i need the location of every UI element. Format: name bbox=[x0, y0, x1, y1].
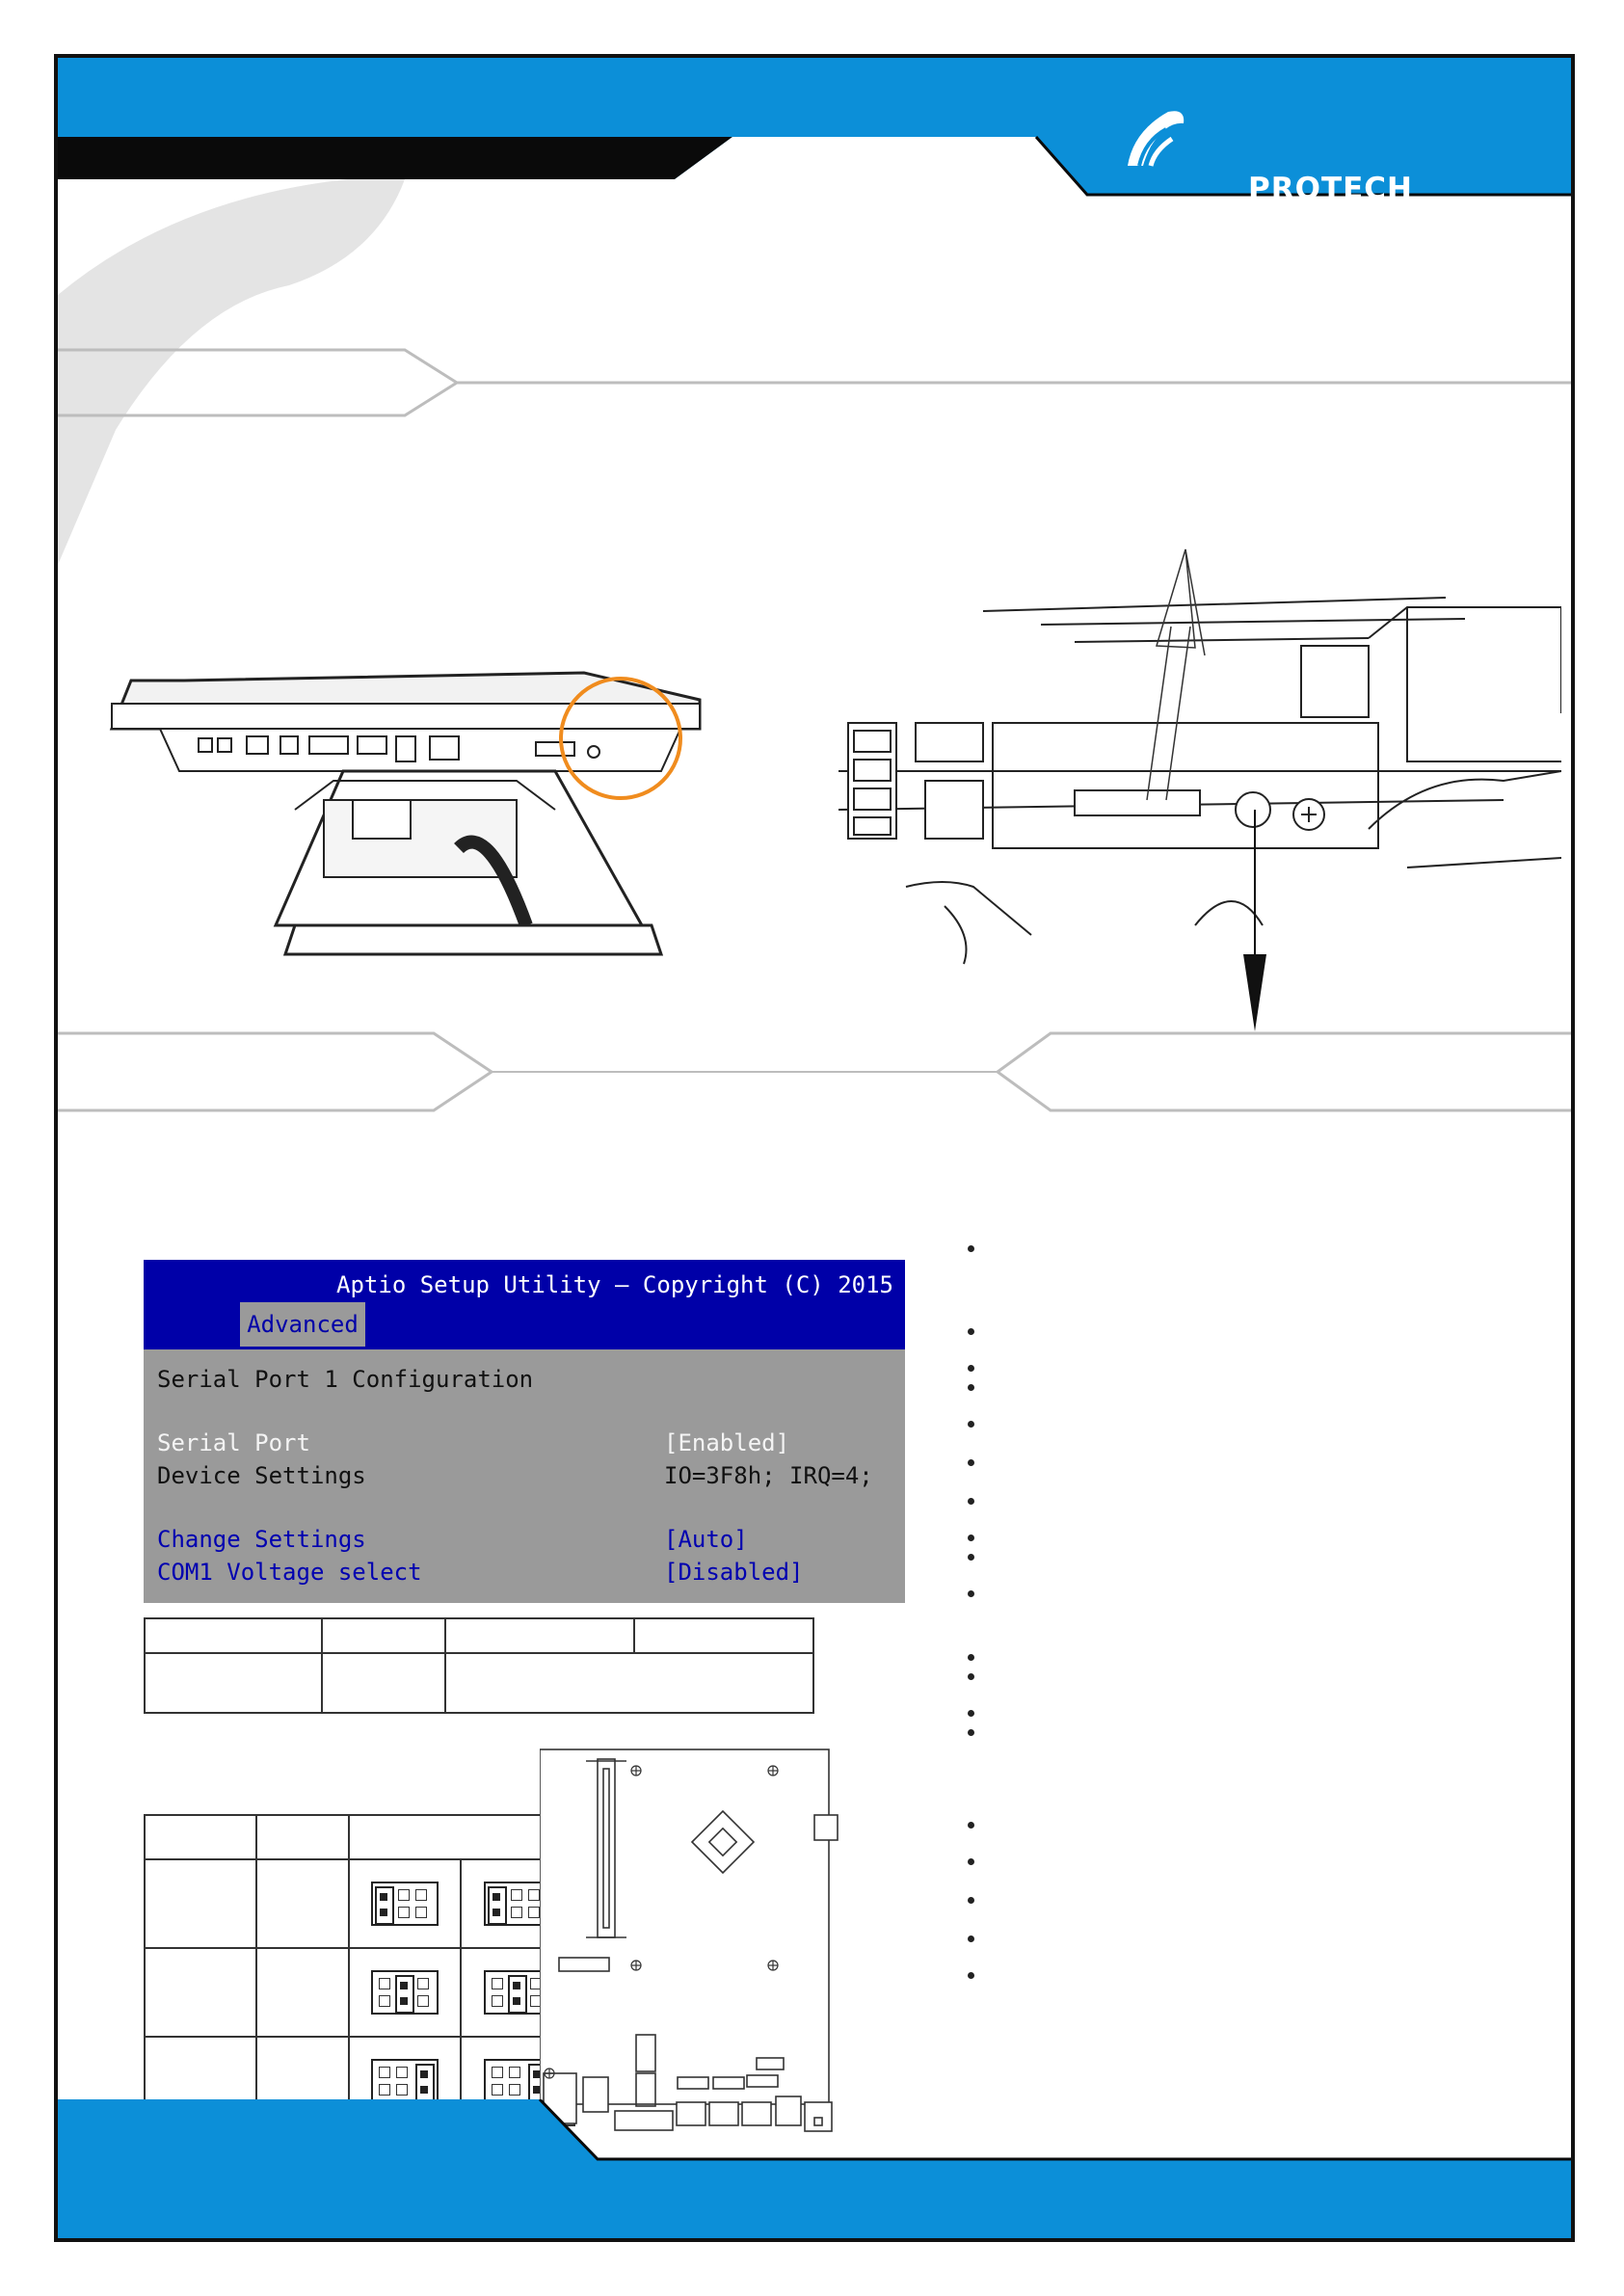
table-row bbox=[145, 1618, 813, 1653]
footer-banner bbox=[58, 2099, 1575, 2242]
bios-value-com1-voltage[interactable]: [Disabled] bbox=[664, 1559, 804, 1586]
bullet-icon bbox=[968, 1384, 974, 1391]
table-cell bbox=[634, 1618, 813, 1653]
brand-tagline: It's the right choice bbox=[1424, 204, 1544, 239]
bullet-icon bbox=[968, 1245, 974, 1252]
table-cell bbox=[145, 1948, 256, 2037]
company-logo-icon bbox=[1118, 102, 1187, 172]
slot-detail-illustration bbox=[829, 482, 1561, 1031]
section-divider-2 bbox=[58, 1022, 1575, 1128]
tab-advanced[interactable]: Advanced bbox=[240, 1302, 365, 1347]
bullet-icon bbox=[968, 1972, 974, 1979]
motherboard-layout-diagram bbox=[540, 1740, 904, 2149]
table-cell bbox=[145, 1618, 322, 1653]
table-cell bbox=[349, 1859, 461, 1948]
bios-header bbox=[144, 1260, 905, 1347]
table-cell bbox=[256, 1815, 349, 1859]
bullet-icon bbox=[968, 1590, 974, 1597]
bullet-icon bbox=[968, 1858, 974, 1865]
bullet-icon bbox=[968, 1729, 974, 1736]
terminal-rear-view-illustration bbox=[102, 607, 758, 964]
table-row bbox=[145, 1815, 574, 1859]
bullet-icon bbox=[968, 1421, 974, 1428]
jumper-setting-table bbox=[144, 1814, 575, 2126]
bullet-icon bbox=[968, 1554, 974, 1561]
bios-divider bbox=[144, 1347, 905, 1349]
bullet-icon bbox=[968, 1673, 974, 1680]
bullet-icon bbox=[968, 1459, 974, 1466]
arrow-down-icon bbox=[1243, 954, 1266, 1031]
bullet-icon bbox=[968, 1710, 974, 1717]
table-cell bbox=[256, 1859, 349, 1948]
table-cell bbox=[445, 1618, 634, 1653]
bios-title: Aptio Setup Utility – Copyright (C) 2015 bbox=[336, 1271, 893, 1298]
bios-setup-screenshot bbox=[144, 1260, 905, 1603]
table-row bbox=[145, 1859, 574, 1948]
settings-table bbox=[144, 1617, 814, 1714]
bios-option-serial-port[interactable]: Serial Port bbox=[157, 1429, 310, 1456]
brand-name: PROTECH SYSTEMS bbox=[1248, 172, 1413, 241]
bios-option-device-settings: Device Settings bbox=[157, 1462, 366, 1489]
document-page bbox=[54, 54, 1575, 2242]
bios-value-serial-port[interactable]: [Enabled] bbox=[664, 1429, 790, 1456]
table-cell bbox=[349, 1948, 461, 2037]
table-cell bbox=[145, 1815, 256, 1859]
table-cell bbox=[145, 1859, 256, 1948]
jumper-diagram bbox=[371, 1970, 439, 2015]
table-cell bbox=[256, 1948, 349, 2037]
table-cell bbox=[322, 1618, 445, 1653]
table-cell bbox=[445, 1653, 813, 1713]
bullet-icon bbox=[968, 1936, 974, 1942]
bios-option-change-settings[interactable]: Change Settings bbox=[157, 1526, 366, 1553]
table-row bbox=[145, 1653, 813, 1713]
bullet-icon bbox=[968, 1897, 974, 1904]
bullet-icon bbox=[968, 1328, 974, 1335]
bios-value-change-settings[interactable]: [Auto] bbox=[664, 1526, 748, 1553]
bullet-icon bbox=[968, 1822, 974, 1829]
bullet-icon bbox=[968, 1654, 974, 1661]
bios-option-com1-voltage[interactable]: COM1 Voltage select bbox=[157, 1559, 422, 1586]
jumper-diagram bbox=[371, 1882, 439, 1926]
section-divider-1 bbox=[58, 342, 1575, 429]
bios-section-heading: Serial Port 1 Configuration bbox=[157, 1366, 534, 1393]
bullet-icon bbox=[968, 1365, 974, 1372]
table-row bbox=[145, 1948, 574, 2037]
jumper-diagram bbox=[371, 2059, 439, 2103]
table-cell bbox=[145, 1653, 322, 1713]
bullet-icon bbox=[968, 1498, 974, 1505]
bullet-icon bbox=[968, 1535, 974, 1541]
table-cell bbox=[322, 1653, 445, 1713]
bios-value-device-settings: IO=3F8h; IRQ=4; bbox=[664, 1462, 873, 1489]
